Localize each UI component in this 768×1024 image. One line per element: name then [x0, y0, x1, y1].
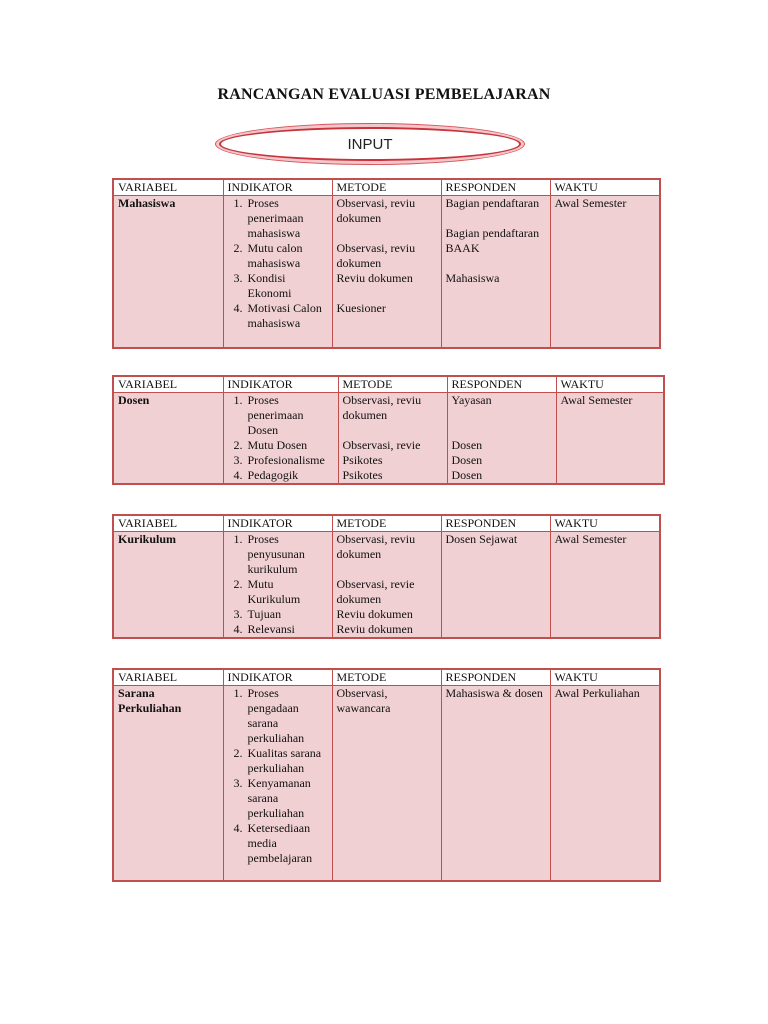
indikator-item: 4. Pedagogik — [246, 468, 334, 483]
responden-item: Dosen — [451, 468, 483, 482]
indikator-item: 3. Kondisi Ekonomi — [246, 271, 328, 301]
indikator-item: 4. Relevansi — [246, 622, 328, 637]
responden-item: Yayasan — [451, 393, 492, 407]
variabel-cell: Dosen — [113, 393, 223, 485]
indikator-item: 3. Profesionalisme — [246, 453, 334, 468]
metode-item: Observasi, reviu dokumen — [336, 196, 416, 225]
waktu-cell: Awal Semester — [550, 532, 660, 639]
metode-item: Psikotes — [342, 453, 383, 467]
metode-cell — [332, 532, 441, 639]
header-waktu: WAKTU — [550, 179, 660, 196]
header-responden: RESPONDEN — [441, 669, 550, 686]
metode-item: Psikotes — [342, 468, 383, 482]
responden-cell — [441, 196, 550, 348]
indikator-item: 3. Kenyamanan sarana perkuliahan — [246, 776, 328, 821]
table-row — [113, 393, 664, 485]
table-header-row — [113, 669, 660, 686]
input-section-badge — [219, 127, 521, 161]
indikator-item: 2. Kualitas sarana perkuliahan — [246, 746, 328, 776]
waktu-cell: Awal Perkuliahan — [550, 686, 660, 881]
responden-item: Dosen — [451, 438, 483, 452]
indikator-item: 1. Proses penerimaan mahasiswa — [246, 196, 328, 241]
table-sarana-perkuliahan — [112, 668, 661, 882]
responden-item: Bagian pendaftaran — [445, 196, 540, 210]
table-dosen — [112, 375, 665, 485]
indikator-item: 2. Mutu Dosen — [246, 438, 334, 453]
responden-item: Dosen — [451, 453, 483, 467]
table-row — [113, 532, 660, 639]
metode-item: Reviu dokumen — [336, 622, 413, 636]
page-title: RANCANGAN EVALUASI PEMBELAJARAN — [217, 86, 551, 103]
metode-cell — [332, 686, 441, 881]
responden-item: Dosen Sejawat — [445, 532, 518, 546]
responden-item: Bagian pendaftaran — [445, 226, 540, 240]
indikator-cell — [223, 196, 332, 348]
header-metode: METODE — [338, 376, 447, 393]
metode-item: Observasi, reviu dokumen — [342, 393, 422, 422]
header-indikator: INDIKATOR — [223, 515, 332, 532]
indikator-cell — [223, 393, 338, 485]
metode-item: Observasi, revie — [342, 438, 421, 452]
indikator-item: 4. Motivasi Calon mahasiswa — [246, 301, 328, 331]
table-kurikulum — [112, 514, 661, 639]
metode-cell — [338, 393, 447, 485]
waktu-cell: Awal Semester — [550, 196, 660, 348]
variabel-cell: Sarana Perkuliahan — [113, 686, 223, 881]
indikator-item: 2. Mutu Kurikulum — [246, 577, 328, 607]
table-header-row — [113, 515, 660, 532]
metode-item: Kuesioner — [336, 301, 386, 315]
indikator-cell — [223, 532, 332, 639]
header-waktu: WAKTU — [550, 515, 660, 532]
header-responden: RESPONDEN — [447, 376, 556, 393]
header-responden: RESPONDEN — [441, 515, 550, 532]
variabel-cell: Mahasiswa — [113, 196, 223, 348]
metode-item: Reviu dokumen — [336, 607, 413, 621]
table-header-row — [113, 376, 664, 393]
indikator-item: 1. Proses penerimaan Dosen — [246, 393, 334, 438]
header-variabel: VARIABEL — [113, 669, 223, 686]
indikator-item: 1. Proses pengadaan sarana perkuliahan — [246, 686, 328, 746]
header-indikator: INDIKATOR — [223, 179, 332, 196]
header-metode: METODE — [332, 179, 441, 196]
responden-item: Mahasiswa & dosen — [445, 686, 543, 700]
header-variabel: VARIABEL — [113, 376, 223, 393]
metode-cell — [332, 196, 441, 348]
responden-cell — [441, 532, 550, 639]
header-waktu: WAKTU — [556, 376, 664, 393]
variabel-cell: Kurikulum — [113, 532, 223, 639]
header-responden: RESPONDEN — [441, 179, 550, 196]
header-indikator: INDIKATOR — [223, 669, 332, 686]
header-indikator: INDIKATOR — [223, 376, 338, 393]
indikator-item: 4. Ketersediaan media pembelajaran — [246, 821, 328, 866]
metode-item: Observasi, revie dokumen — [336, 577, 415, 606]
header-variabel: VARIABEL — [113, 179, 223, 196]
indikator-item: 3. Tujuan — [246, 607, 328, 622]
metode-item: Reviu dokumen — [336, 271, 413, 285]
responden-item: Mahasiswa — [445, 271, 500, 285]
header-variabel: VARIABEL — [113, 515, 223, 532]
indikator-item: 2. Mutu calon mahasiswa — [246, 241, 328, 271]
responden-cell — [447, 393, 556, 485]
waktu-cell: Awal Semester — [556, 393, 664, 485]
header-metode: METODE — [332, 669, 441, 686]
metode-item: Observasi, reviu dokumen — [336, 532, 416, 561]
header-waktu: WAKTU — [550, 669, 660, 686]
responden-item: BAAK — [445, 241, 480, 255]
indikator-cell — [223, 686, 332, 881]
table-mahasiswa — [112, 178, 661, 349]
responden-cell — [441, 686, 550, 881]
header-metode: METODE — [332, 515, 441, 532]
indikator-item: 1. Proses penyusunan kurikulum — [246, 532, 328, 577]
input-section-label: INPUT — [347, 135, 393, 153]
metode-item: Observasi, reviu dokumen — [336, 241, 416, 270]
metode-item: Observasi, wawancara — [336, 686, 391, 715]
table-row — [113, 196, 660, 348]
table-row — [113, 686, 660, 881]
table-header-row — [113, 179, 660, 196]
